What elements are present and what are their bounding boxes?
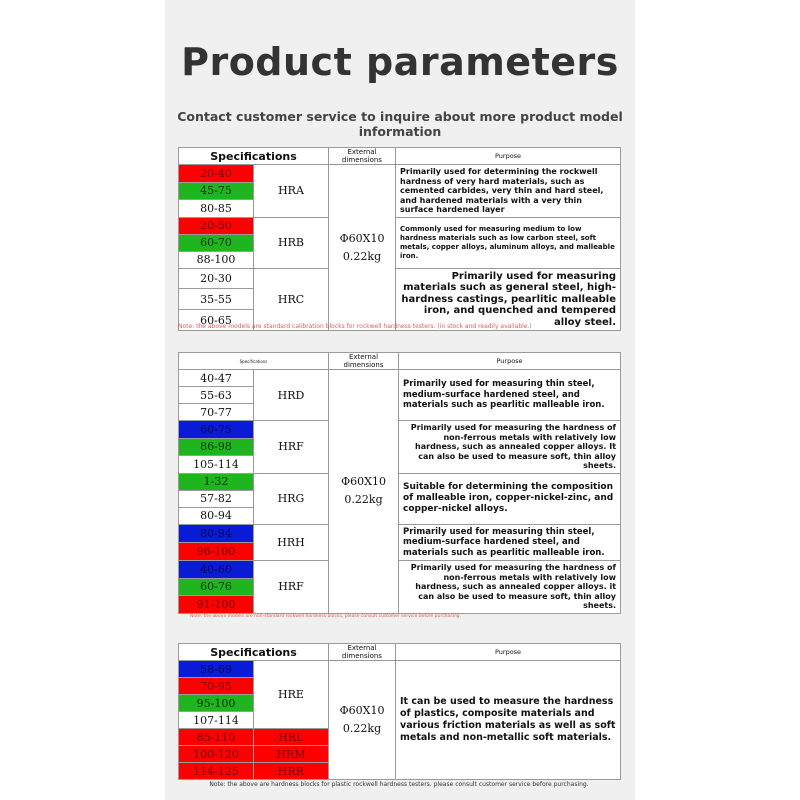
purpose-text: Primarily used for determining the rockwell hardness of very hard materials, such as cemented carbides, very thin and hard steel, and hardened materials with a very thin surface hardened layer — [396, 165, 621, 218]
spec-table-1 — [178, 147, 621, 331]
table-row — [179, 268, 621, 289]
table-header — [179, 644, 621, 661]
scale-code: HRC — [254, 268, 329, 331]
external-dimensions — [329, 165, 396, 331]
spec-range: 45-75 — [179, 182, 254, 200]
spec-range: 105-114 — [179, 456, 254, 474]
spec-range: 95-100 — [179, 695, 254, 712]
dimension-weight: 0.22kg — [344, 493, 383, 507]
spec-range: 35-55 — [179, 289, 254, 310]
header-external-dimensions: External dimensions — [329, 644, 396, 661]
table-2-note: Note: the above models are non-standard rockwell hardness blocks, please consult customer service before purchasing. — [190, 614, 461, 619]
header-specifications: Specifications — [179, 353, 329, 370]
table-3-note: Note: the above are hardness blocks for plastic rockwell hardness testers. please consult customer service before purchasing. — [209, 781, 589, 788]
header-purpose: Purpose — [396, 148, 621, 165]
header-external-dimensions: External dimensions — [329, 353, 399, 370]
header-specifications: Specifications — [179, 644, 329, 661]
spec-range: 58-69 — [179, 661, 254, 678]
dimension-size: Φ60X10 — [339, 231, 385, 245]
spec-range: 85-110 — [179, 729, 254, 746]
scale-code: HRF — [254, 561, 329, 614]
table-header — [179, 353, 621, 370]
scale-code: HRL — [254, 729, 329, 746]
spec-range: 107-114 — [179, 712, 254, 729]
spec-range: 20-30 — [179, 268, 254, 289]
table-row — [179, 370, 621, 387]
spec-range: 20-40 — [179, 165, 254, 183]
spec-table-3 — [178, 643, 621, 780]
spec-range: 86-98 — [179, 438, 254, 456]
header-purpose: Purpose — [399, 353, 621, 370]
table-row — [179, 421, 621, 439]
spec-range: 70-95 — [179, 678, 254, 695]
page-title: Product parameters — [181, 40, 619, 84]
spec-range: 60-65 — [179, 310, 254, 331]
scale-code: HRM — [254, 746, 329, 763]
spec-range: 1-32 — [179, 473, 254, 490]
table-row — [179, 473, 621, 490]
spec-range: 96-100 — [179, 542, 254, 560]
dimension-size: Φ60X10 — [339, 704, 385, 717]
purpose-text: Primarily used for measuring thin steel, medium-surface hardened steel, and materials such as pearlitic malleable iron. — [399, 370, 621, 421]
scale-code: HRD — [254, 370, 329, 421]
dimension-weight: 0.22kg — [342, 249, 382, 263]
page-subtitle: Contact customer service to inquire about more product model information — [177, 109, 623, 139]
scale-code: HRA — [254, 165, 329, 218]
spec-range: 57-82 — [179, 490, 254, 507]
spec-range: 80-94 — [179, 507, 254, 524]
purpose-text: It can be used to measure the hardness of plastics, composite materials and various friction materials as well as soft metals and non-metallic soft materials. — [396, 661, 621, 780]
table-1-note: Note: the above models are standard calibration blocks for rockwell hardness testers. (in stock and readily available.) — [178, 323, 532, 330]
spec-range: 91-100 — [179, 596, 254, 614]
table-row — [179, 524, 621, 542]
spec-range: 114-125 — [179, 763, 254, 780]
spec-range: 40-47 — [179, 370, 254, 387]
scale-code: HRR — [254, 763, 329, 780]
table-row — [179, 561, 621, 579]
purpose-text: Primarily used for measuring thin steel, medium-surface hardened steel, and materials such as pearlitic malleable iron. — [399, 524, 621, 561]
table-row — [179, 165, 621, 183]
spec-table-2 — [178, 352, 621, 614]
spec-range: 60-75 — [179, 421, 254, 439]
table-row — [179, 661, 621, 678]
spec-range: 20-50 — [179, 217, 254, 234]
table-header — [179, 148, 621, 165]
header-specifications: Specifications — [179, 148, 329, 165]
spec-range: 80-94 — [179, 524, 254, 542]
spec-range: 100-120 — [179, 746, 254, 763]
purpose-text: Primarily used for measuring materials such as general steel, high-hardness castings, pearlitic malleable iron, and quenched and tempered alloy steel. — [396, 268, 621, 331]
purpose-text: Suitable for determining the composition of malleable iron, copper-nickel-zinc, and copper-nickel alloys. — [399, 473, 621, 524]
external-dimensions — [329, 370, 399, 614]
purpose-text: Primarily used for measuring the hardness of non-ferrous metals with relatively low hardness, such as annealed copper alloys. It can also be used to measure soft, thin alloy sheets. — [399, 421, 621, 474]
scale-code: HRH — [254, 524, 329, 561]
scale-code: HRG — [254, 473, 329, 524]
spec-range: 88-100 — [179, 251, 254, 268]
spec-range: 80-85 — [179, 200, 254, 218]
purpose-text: Primarily used for measuring the hardness of non-ferrous metals with relatively low hardness, such as annealed copper alloys. it can also be used to measure soft, thin alloy sheets. — [399, 561, 621, 614]
purpose-text: Commonly used for measuring medium to low hardness materials such as low carbon steel, soft metals, copper alloys, aluminum alloys, and malleable iron. — [396, 217, 621, 268]
scale-code: HRE — [254, 661, 329, 729]
header-purpose: Purpose — [396, 644, 621, 661]
spec-range: 70-77 — [179, 404, 254, 421]
spec-range: 40-60 — [179, 561, 254, 579]
spec-range: 60-76 — [179, 578, 254, 596]
external-dimensions — [329, 661, 396, 780]
dimension-weight: 0.22kg — [342, 722, 382, 735]
spec-range: 55-63 — [179, 387, 254, 404]
dimension-size: Φ60X10 — [341, 475, 386, 489]
table-row — [179, 217, 621, 234]
header-external-dimensions: External dimensions — [329, 148, 396, 165]
spec-range: 60-70 — [179, 234, 254, 251]
scale-code: HRB — [254, 217, 329, 268]
scale-code: HRF — [254, 421, 329, 474]
